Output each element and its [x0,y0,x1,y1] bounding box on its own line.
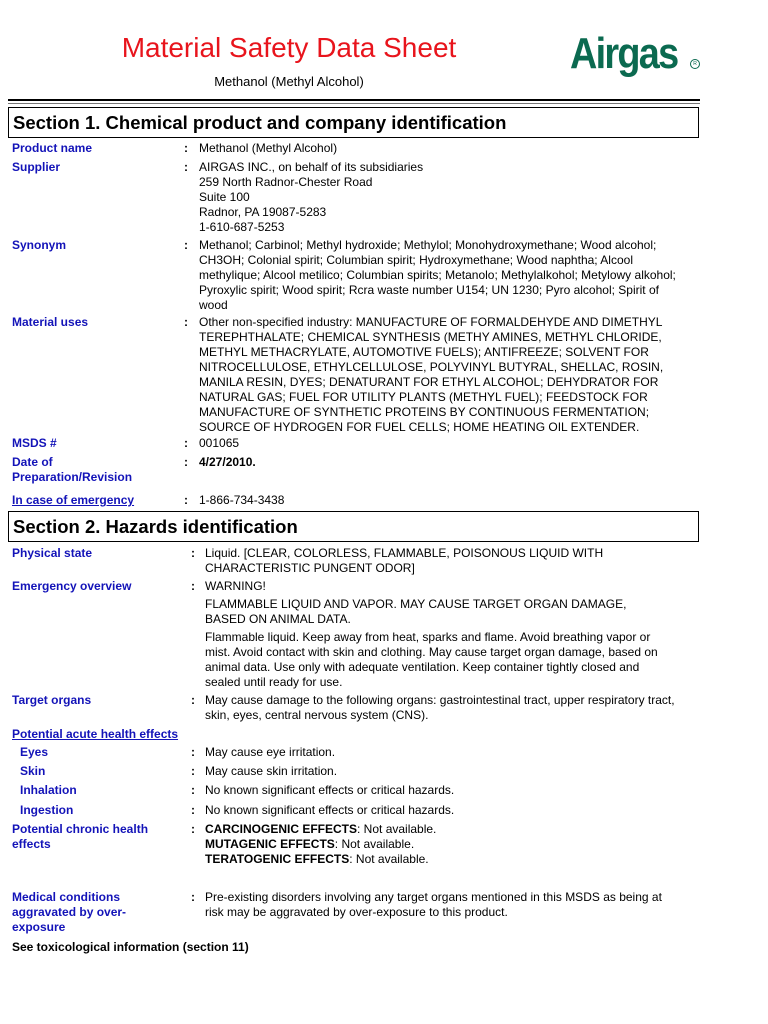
carcinogenic-value: : Not available. [357,822,437,836]
physical-state-label: Physical state [12,546,93,560]
colon: : [184,141,188,155]
document-subtitle: Methanol (Methyl Alcohol) [214,74,364,89]
airgas-logo: Airgas [570,29,678,78]
colon: : [191,803,195,817]
chronic-effects-label [12,822,180,852]
header-divider [8,99,700,101]
precaution-line: sealed until ready for use. [205,675,343,689]
colon: : [184,238,188,252]
material-uses-line: NITROCELLULOSE, ETHYLCELLULOSE, POLYVINYL BUTYRAL, SHELLAC, ROSIN, [199,360,664,374]
chronic-effects-label-line: effects [12,837,51,851]
chronic-effects-label-line: Potential chronic health [12,822,149,836]
registered-mark-icon: R [690,59,700,69]
material-uses-value [199,315,663,435]
colon: : [191,745,195,759]
hazard-line: BASED ON ANIMAL DATA. [205,612,351,626]
physical-state-line: CHARACTERISTIC PUNGENT ODOR] [205,561,415,575]
synonym-value [199,238,676,313]
mutagenic-label: MUTAGENIC EFFECTS [205,837,335,851]
material-uses-line: METHYL METHACRYLATE, AUTOMOTIVE FUELS); ANTIFREEZE; SOLVENT FOR [199,345,649,359]
medical-conditions-label-line: aggravated by over- [12,905,127,919]
emergency-link[interactable]: In case of emergency [12,493,135,507]
target-organs-line: May cause damage to the following organs: gastrointestinal tract, upper respiratory tract, [205,693,675,707]
supplier-line: Suite 100 [199,190,250,204]
revision-date-label [12,455,180,485]
colon: : [191,822,195,836]
material-uses-line: SOURCE OF HYDROGEN FOR FUEL CELLS; HOME HEATING OIL EXTENDER. [199,420,640,434]
ingestion-value: No known significant effects or critical hazards. [205,803,455,817]
mutagenic-value: : Not available. [334,837,415,851]
skin-value: May cause skin irritation. [205,764,338,778]
synonym-line: methylique; Alcool metilico; Columbian spirits; Metanolo; Methylalkohol; Metylowy alkohol; [199,268,676,282]
revision-date-label-line: Date of [12,455,53,469]
eyes-label: Eyes [20,745,49,759]
physical-state-value [205,546,603,576]
chronic-effects-value [205,822,436,867]
colon: : [184,315,188,329]
material-uses-label: Material uses [12,315,89,329]
product-name-label: Product name [12,141,93,155]
medical-conditions-line: Pre-existing disorders involving any target organs mentioned in this MSDS as being at [205,890,662,904]
colon: : [191,764,195,778]
colon: : [184,493,188,507]
supplier-value [199,160,423,235]
supplier-label: Supplier [12,160,61,174]
teratogenic-label: TERATOGENIC EFFECTS [205,852,350,866]
msds-number-value: 001065 [199,436,240,450]
colon: : [184,455,188,469]
colon: : [184,436,188,450]
synonym-label: Synonym [12,238,67,252]
colon: : [184,160,188,174]
msds-number-label: MSDS # [12,436,57,450]
hazard-line: FLAMMABLE LIQUID AND VAPOR. MAY CAUSE TARGET ORGAN DAMAGE, [205,597,627,611]
precaution-line: mist. Avoid contact with skin and clothing. May cause target organ damage, based on [205,645,658,659]
emergency-overview-value [205,579,658,690]
carcinogenic-label: CARCINOGENIC EFFECTS [205,822,358,836]
document-title: Material Safety Data Sheet [121,32,457,63]
toxicology-footnote: See toxicological information (section 11) [12,940,249,954]
ingestion-label: Ingestion [20,803,74,817]
emergency-overview-label: Emergency overview [12,579,132,593]
synonym-line: Pyroxylic spirit; Wood spirit; Rcra waste number U154; UN 1230; Pyro alcohol; Spirit of [199,283,659,297]
revision-date-value: 4/27/2010. [199,455,256,469]
supplier-line: 1-610-687-5253 [199,220,285,234]
skin-label: Skin [20,764,46,778]
medical-conditions-line: risk may be aggravated by over-exposure to this product. [205,905,508,919]
target-organs-label: Target organs [12,693,92,707]
eyes-value: May cause eye irritation. [205,745,336,759]
colon: : [191,890,195,904]
inhalation-label: Inhalation [20,783,77,797]
material-uses-line: MANUFACTURE OF SYNTHETIC PROTEINS BY CONTINUOUS FERMENTATION; [199,405,650,419]
product-name-value: Methanol (Methyl Alcohol) [199,141,338,155]
target-organs-line: skin, eyes, central nervous system (CNS). [205,708,429,722]
synonym-line: Methanol; Carbinol; Methyl hydroxide; Methylol; Monohydroxymethane; Wood alcohol; [199,238,657,252]
precaution-line: Flammable liquid. Keep away from heat, sparks and flame. Avoid breathing vapor or [205,630,651,644]
medical-conditions-value [205,890,662,920]
supplier-line: AIRGAS INC., on behalf of its subsidiaries [199,160,424,174]
material-uses-line: TEREPHTHALATE; CHEMICAL SYNTHESIS (METHY AMINES, METHYL CHLORIDE, [199,330,662,344]
medical-conditions-label [12,890,180,935]
material-uses-line: MANILA RESIN, DYES; DENATURANT FOR ETHYL ALCOHOL; DEHYDRATOR FOR [199,375,659,389]
acute-effects-link[interactable]: Potential acute health effects [12,727,179,741]
teratogenic-line [205,852,436,867]
physical-state-line: Liquid. [CLEAR, COLORLESS, FLAMMABLE, POISONOUS LIQUID WITH [205,546,604,560]
mutagenic-line [205,837,436,852]
supplier-line: Radnor, PA 19087-5283 [199,205,327,219]
supplier-line: 259 North Radnor-Chester Road [199,175,373,189]
header-divider-thin [8,103,700,104]
material-uses-line: Other non-specified industry: MANUFACTURE OF FORMALDEHYDE AND DIMETHYL [199,315,663,329]
target-organs-value [205,693,675,723]
colon: : [191,546,195,560]
warning-text: WARNING! [205,579,266,593]
precaution-line: animal data. Use only with adequate ventilation. Keep container tightly closed and [205,660,640,674]
medical-conditions-label-line: Medical conditions [12,890,121,904]
synonym-line: CH3OH; Colonial spirit; Columbian spirit; Hydroxymethane; Wood naphtha; Alcool [199,253,633,267]
colon: : [191,579,195,593]
document-header [0,0,768,104]
synonym-line: wood [199,298,228,312]
revision-date-label-line: Preparation/Revision [12,470,133,484]
section-1-heading: Section 1. Chemical product and company identification [8,107,699,138]
material-uses-line: NATURAL GAS; FUEL FOR UTILITY PLANTS (METHYL FUEL); FEEDSTOCK FOR [199,390,648,404]
colon: : [191,783,195,797]
carcinogenic-line [205,822,436,837]
emergency-phone: 1-866-734-3438 [199,493,285,507]
inhalation-value: No known significant effects or critical hazards. [205,783,455,797]
teratogenic-value: : Not available. [349,852,429,866]
medical-conditions-label-line: exposure [12,920,66,934]
section-2-heading: Section 2. Hazards identification [8,511,699,542]
colon: : [191,693,195,707]
